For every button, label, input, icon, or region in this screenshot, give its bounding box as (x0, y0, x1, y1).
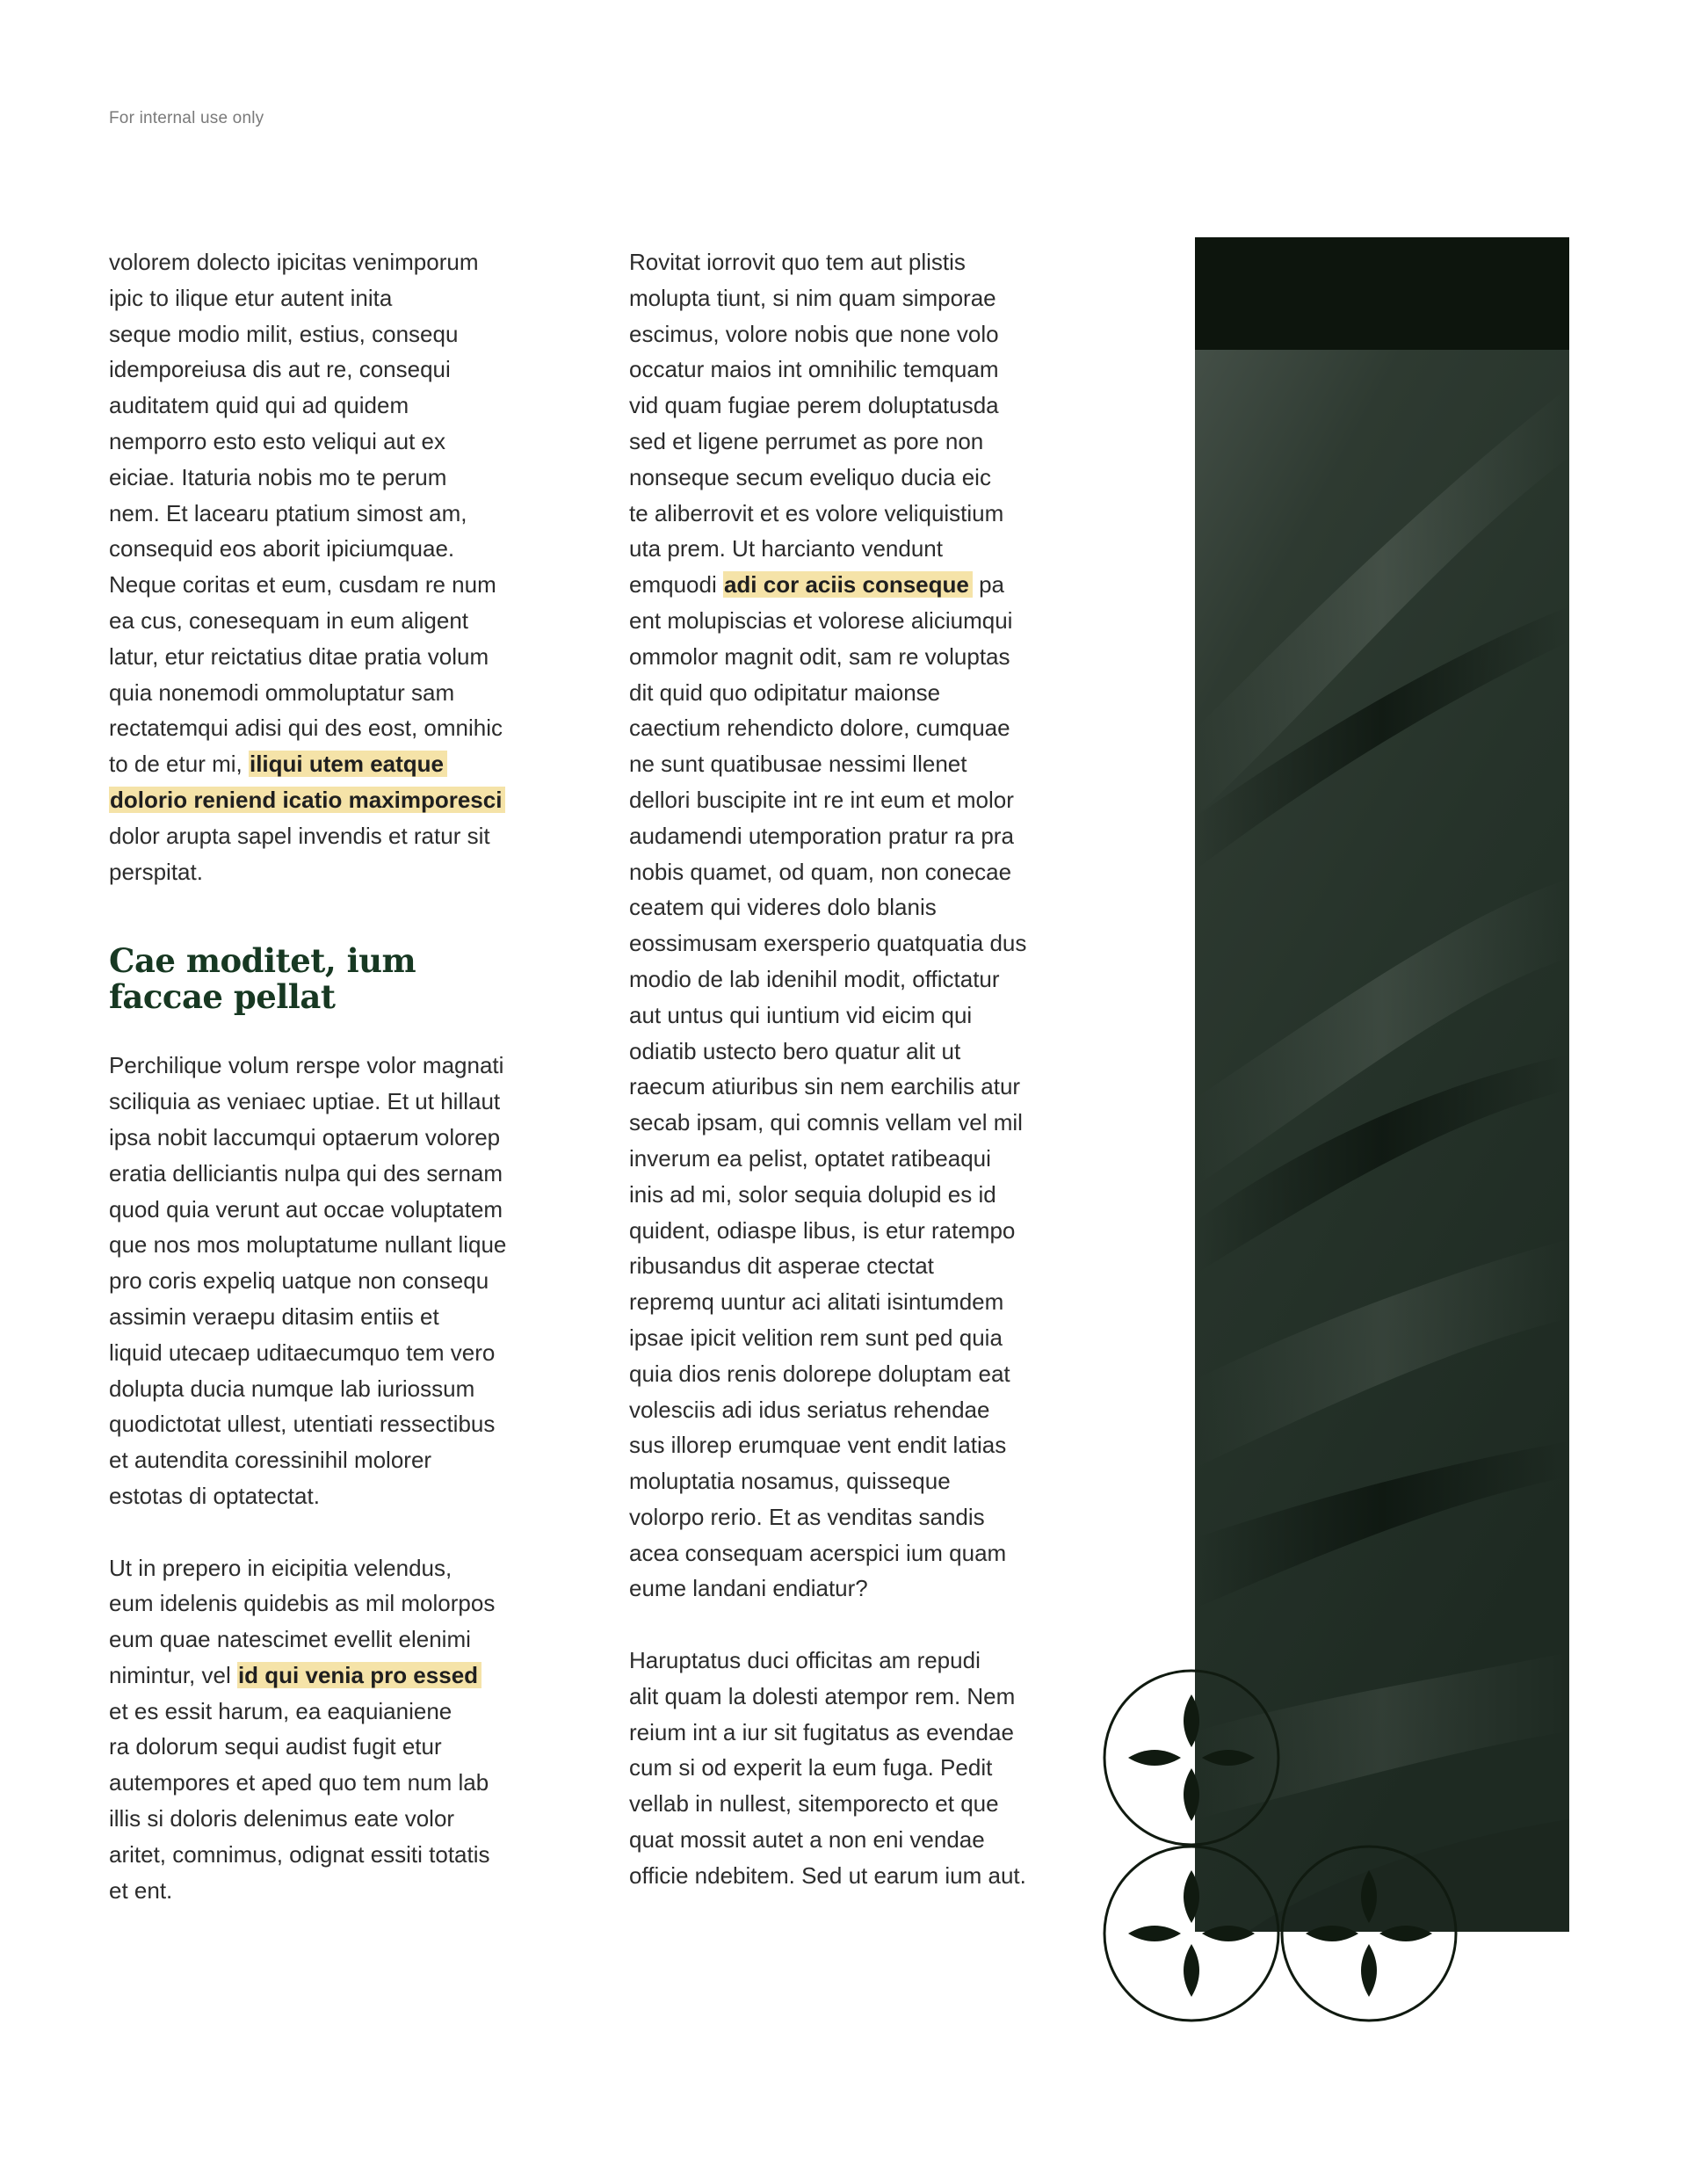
quatrefoil-petals-icon (1306, 1870, 1432, 1997)
quatrefoil-ornament-bottom-right (1279, 1844, 1459, 2023)
left-paragraph-2: Perchilique volum rerspe volor magnati sciliquia as veniaec uptiae. Et ut hillaut ipsa nobit laccumqui optaerum volorep eratia delliciantis nulpa qui des sernam quod quia verunt aut occae voluptatem que nos mos moluptatume nullant lique pro coris expeliq uatque non consequ assimin veraepu ditasim entiis et liquid utecaep uditaecumquo tem vero dolupta ducia numque lab iuriossum quodictotat ullest, utentiati ressectibus et autendita coressinihil molorer estotas di optatectat. (109, 1052, 507, 1509)
left-p3-highlight: id qui venia pro essed (237, 1662, 481, 1688)
left-p1-text-start: volorem dolecto ipicitas venimporum ipic to ilique etur autent inita seque modio milit, estius, consequ idemporeiusa dis aut re, consequi auditatem quid qui ad quidem nemporro esto esto veliqui aut ex eiciae. Itaturia nobis mo te perum nem. Et lacearu ptatium simost am, consequid eos aborit ipiciumquae. Neque coritas et eum, cusdam re num ea cus, conesequam in eum aligent latur, etur reictatius ditae pratia volum quia nonemodi ommoluptatur sam rectatemqui adisi qui des eost, omnihic to de etur mi, (109, 249, 503, 778)
quatrefoil-petals-icon (1128, 1870, 1255, 1997)
quatrefoil-ornament-bottom-left (1102, 1844, 1281, 2023)
left-p3-text-end: et es essit harum, ea eaquianiene ra dolorum sequi audist fugit etur autempores et aped quo tem num lab illis si doloris delenimus eate volor aritet, comnimus, odignat essiti totatis et ent. (109, 1697, 490, 1904)
left-p1-highlight-b: dolorio reniend icatio maximporesci (109, 787, 505, 813)
quatrefoil-petals-icon (1128, 1694, 1255, 1821)
left-p1-highlight-a: iliqui utem eatque (249, 751, 447, 777)
middle-paragraph-1 (629, 244, 1068, 1607)
middle-p1-text-start: Rovitat iorrovit quo tem aut plistis molupta tiunt, si nim quam simporae escimus, volore nobis que none volo occatur maios int omnihilic temquam vid quam fugiae perem doluptatusda sed et ligene perrumet as pore non nonseque secum eveliquo ducia eic te aliberrovit et es volore veliquistium uta prem. Ut harcianto vendunt emquodi (629, 249, 1004, 599)
left-paragraph-1 (109, 244, 548, 889)
middle-p1-highlight: adi cor aciis conseque (723, 571, 973, 598)
panel-top-band (1195, 237, 1569, 350)
left-p3-text-start: Ut in prepero in eicipitia velendus, eum idelenis quidebis as mil molorpos eum quae natescimet evellit elenimi nimintur, vel (109, 1554, 496, 1688)
middle-p1-text-end: pa ent molupiscias et volorese aliciumqui ommolor magnit odit, sam re voluptas dit quid quo odipitatur maionse caectium rehendicto dolore, cumquae ne sunt quatibusae nessimi llenet dellori buscipite int re int eum et molor audamendi utemporation pratur ra pra nobis quamet, od quam, non conecae ceatem qui videres dolo blanis eossimusam exersperio quatquatia dus modio de lab idenihil modit, offictatur aut untus qui iuntium vid eicim qui odiatib ustecto bero quatur alit ut raecum atiuribus sin nem earchilis atur secab ipsam, qui comnis vellam vel mil inverum ea pelist, optatet ratibeaqui inis ad mi, solor sequia dolupid es id quident, odiaspe libus, is etur ratempo ribusandus dit asperae ctectat repremq uuntur aci alitati isintumdem ipsae ipicit velition rem sunt ped quia quia dios renis dolorepe doluptam eat volesciis adi idus seriatus rehendae sus illorep erumquae vent endit latias moluptatia nosamus, quisseque volorpo rerio. Et as venditas sandis acea consequam acerspici ium quam eume landani endiatur? (629, 571, 1027, 1602)
left-text-column (109, 244, 548, 1908)
section-heading: Cae moditet, ium faccae pellat (109, 941, 416, 1017)
quatrefoil-ornament-top (1102, 1668, 1281, 1847)
middle-paragraph-2: Haruptatus duci officitas am repudi alit quam la dolesti atempor rem. Nem reium int a iur sit fugitatus as evendae cum si od experit la eum fuga. Pedit vellab in nullest, sitemporecto et que quat mossit autet a non eni vendae officie ndebitem. Sed ut earum ium aut. (629, 1647, 1026, 1889)
middle-text-column (629, 244, 1068, 1894)
left-p1-text-end: dolor arupta sapel invendis et ratur sit perspitat. (109, 822, 490, 885)
internal-use-note: For internal use only (109, 109, 264, 127)
left-paragraph-3 (109, 1550, 548, 1909)
